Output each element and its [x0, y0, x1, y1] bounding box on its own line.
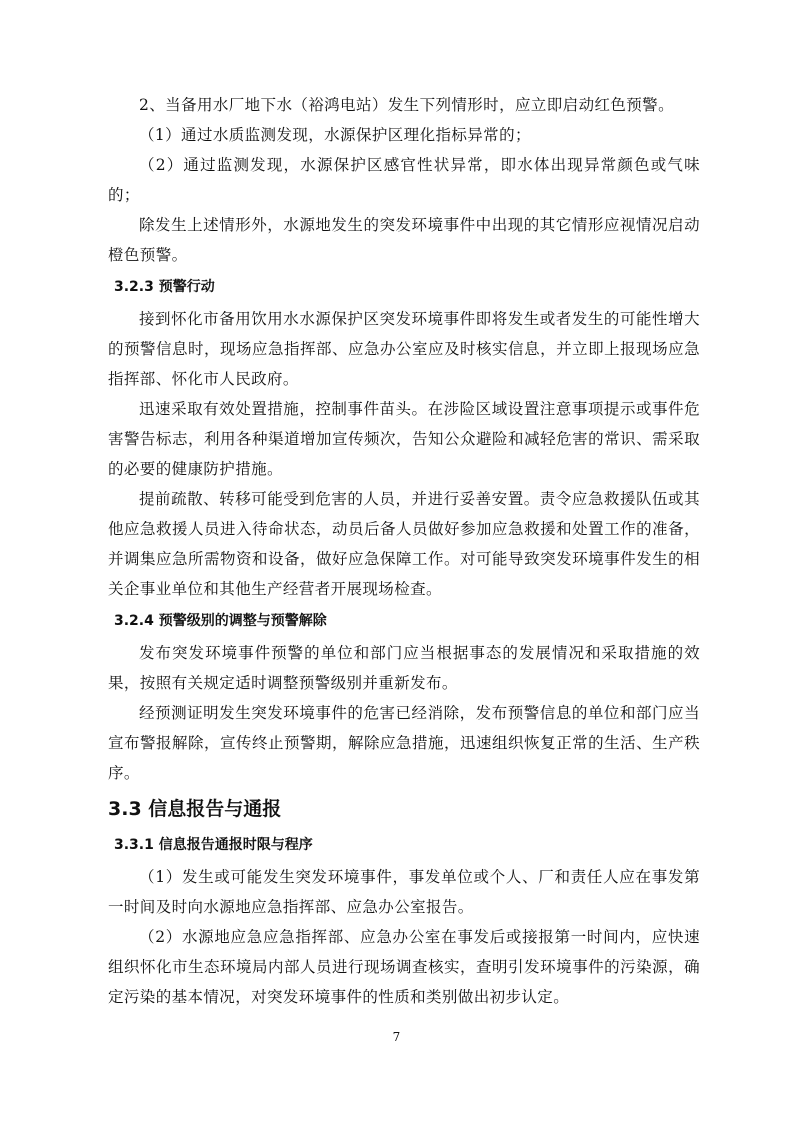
paragraph-warning-action-1: 接到怀化市备用饮用水水源保护区突发环境事件即将发生或者发生的可能性增大的预警信息时，现场应急指挥部、应急办公室应及时核实信息，并立即上报现场应急指挥部、怀化市人民政府。 — [108, 310, 700, 388]
heading-3-3: 3.3 信息报告与通报 — [108, 798, 282, 820]
paragraph-warning-adjust-1: 发布突发环境事件预警的单位和部门应当根据事态的发展情况和采取措施的效果，按照有关规定适时调整预警级别并重新发布。 — [108, 644, 700, 692]
heading-3-2-3: 3.2.3 预警行动 — [114, 279, 215, 295]
list-item-water-quality: （1）通过水质监测发现，水源保护区理化指标异常的； — [139, 126, 531, 144]
list-item-report-1: （1）发生或可能发生突发环境事件，事发单位或个人、厂和责任人应在事发第一时间及时向水源地应急指挥部、应急办公室报告。 — [108, 868, 700, 916]
paragraph-red-warning: 2、当备用水厂地下水（裕鸿电站）发生下列情形时，应立即启动红色预警。 — [139, 96, 674, 114]
paragraph-orange-warning: 除发生上述情形外，水源地发生的突发环境事件中出现的其它情形应视情况启动橙色预警。 — [108, 216, 700, 264]
list-item-report-2: （2）水源地应急应急指挥部、应急办公室在事发后或接报第一时间内，应快速组织怀化市生态环境局内部人员进行现场调查核实，查明引发环境事件的污染源，确定污染的基本情况，对突发环境事件的性质和类别做出初步认定。 — [108, 928, 700, 1006]
list-item-sensory: （2）通过监测发现，水源保护区感官性状异常，即水体出现异常颜色或气味的； — [108, 156, 700, 204]
page-number: 7 — [392, 1030, 401, 1044]
heading-3-3-1: 3.3.1 信息报告通报时限与程序 — [114, 837, 313, 853]
heading-3-2-4: 3.2.4 预警级别的调整与预警解除 — [114, 613, 327, 629]
document-body — [108, 90, 700, 1012]
paragraph-warning-action-3: 提前疏散、转移可能受到危害的人员，并进行妥善安置。责令应急救援队伍或其他应急救援人员进入待命状态，动员后备人员做好参加应急救援和处置工作的准备，并调集应急所需物资和设备，做好应急保障工作。对可能导致突发环境事件发生的相关企事业单位和其他生产经营者开展现场检查。 — [108, 490, 700, 598]
paragraph-warning-adjust-2: 经预测证明发生突发环境事件的危害已经消除，发布预警信息的单位和部门应当宣布警报解除，宣传终止预警期，解除应急措施，迅速组织恢复正常的生活、生产秩序。 — [108, 704, 700, 782]
paragraph-warning-action-2: 迅速采取有效处置措施，控制事件苗头。在涉险区域设置注意事项提示或事件危害警告标志，利用各种渠道增加宣传频次，告知公众避险和减轻危害的常识、需采取的必要的健康防护措施。 — [108, 400, 700, 478]
